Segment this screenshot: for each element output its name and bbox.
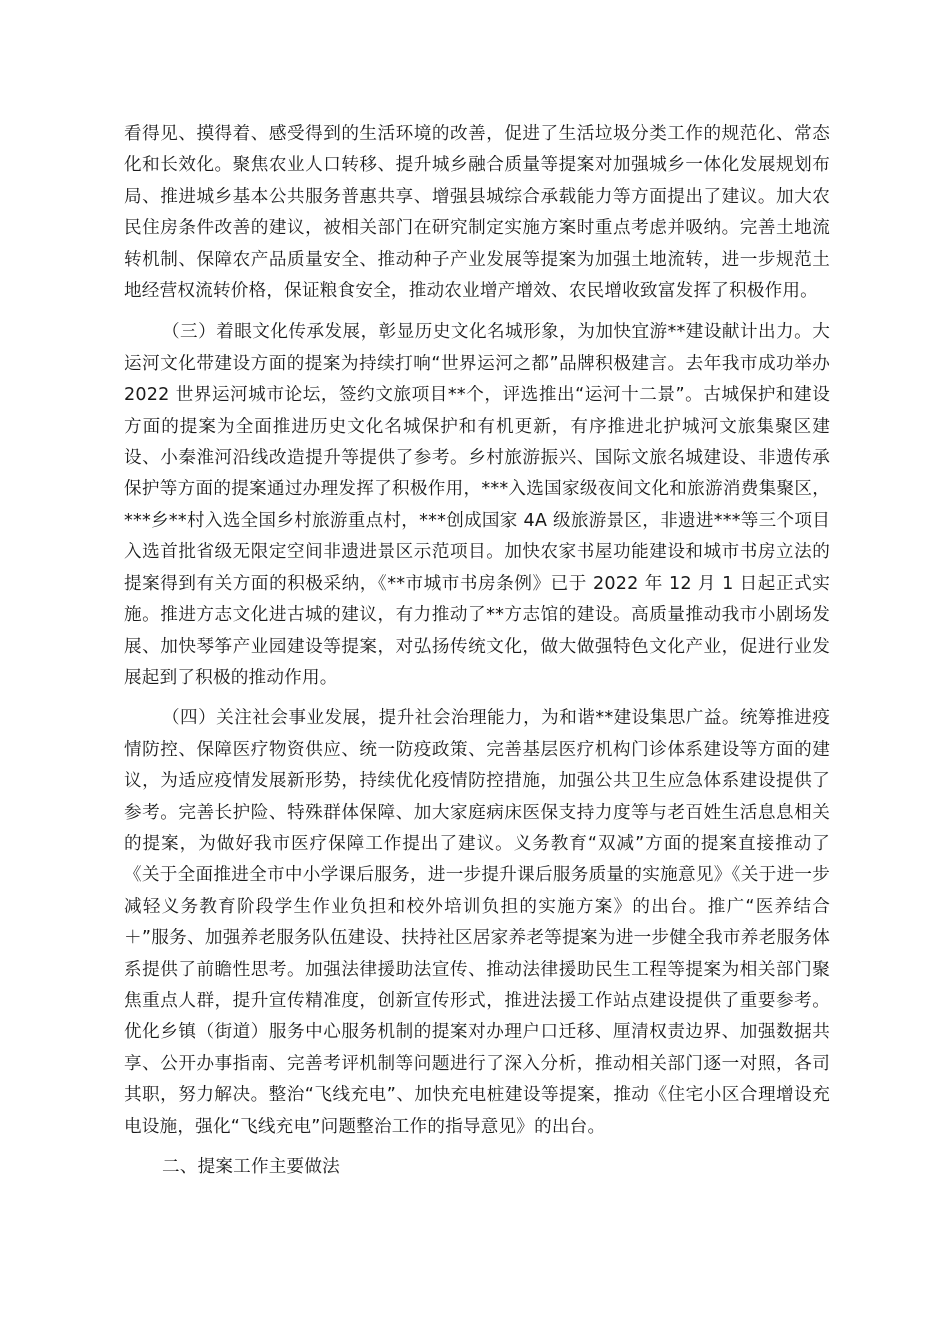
document-body — [124, 119, 830, 1183]
paragraph-rural-revitalization-continued: 看得见、摸得着、感受得到的生活环境的改善，促进了生活垃圾分类工作的规范化、常态化和长效化。聚焦农业人口转移、提升城乡融合质量等提案对加强城乡一体化发展规划布局、推进城乡基本公共服务普惠共享、增强县城综合承载能力等方面提出了建议。加大农民住房条件改善的建议，被相关部门在研究制定实施方案时重点考虑并吸纳。完善土地流转机制、保障农产品质量安全、推动种子产业发展等提案为加强土地流转，进一步规范土地经营权流转价格，保证粮食安全，推动农业增产增效、农民增收致富发挥了积极作用。 — [124, 124, 830, 302]
paragraph-social-affairs: （四）关注社会事业发展，提升社会治理能力，为和谐**建设集思广益。统筹推进疫情防控、保障医疗物资供应、统一防疫政策、完善基层医疗机构门诊体系建设等方面的建议，为适应疫情发展新形势，持续优化疫情防控措施，加强公共卫生应急体系建设提供了参考。完善长护险、特殊群体保障、加大家庭病床医保支持力度等与老百姓生活息息相关的提案，为做好我市医疗保障工作提出了建议。义务教育“双减”方面的提案直接推动了《关于全面推进全市中小学课后服务，进一步提升课后服务质量的实施意见》《关于进一步减轻义务教育阶段学生作业负担和校外培训负担的实施方案》的出台。推广“医养结合＋”服务、加强养老服务队伍建设、扶持社区居家养老等提案为进一步健全我市养老服务体系提供了前瞻性思考。加强法律援助法宣传、推动法律援助民生工程等提案为相关部门聚焦重点人群，提升宣传精准度，创新宣传形式，推进法援工作站点建设提供了重要参考。优化乡镇（街道）服务中心服务机制的提案对办理户口迁移、厘清权责边界、加强数据共享、公开办事指南、完善考评机制等问题进行了深入分析，推动相关部门逐一对照，各司其职，努力解决。整治“飞线充电”、加快充电桩建设等提案，推动《住宅小区合理增设充电设施，强化“飞线充电”问题整治工作的指导意见》的出台。 — [124, 708, 830, 1137]
section-heading: 二、提案工作主要做法 — [162, 1157, 340, 1177]
paragraph-cultural-heritage: （三）着眼文化传承发展，彰显历史文化名城形象，为加快宜游**建设献计出力。大运河文化带建设方面的提案为持续打响“世界运河之都”品牌积极建言。去年我市成功举办 2022 世界运河城市论坛，签约文旅项目**个，评选推出“运河十二景”。古城保护和建设方面的提案为全面推进历史文化名城保护和有机更新，有序推进北护城河文旅集聚区建设、小秦淮河沿线改造提升等提供了参考。乡村旅游振兴、国际文旅名城建设、非遗传承保护等方面的提案通过办理发挥了积极作用，***入选国家级夜间文化和旅游消费集聚区，***乡**村入选全国乡村旅游重点村，***创成国家 4A 级旅游景区，非遗进***等三个项目入选首批省级无限定空间非遗进景区示范项目。加快农家书屋功能建设和城市书房立法的提案得到有关方面的积极采纳，《**市城市书房条例》已于 2022 年 12 月 1 日起正式实施。推进方志文化进古城的建议，有力推动了**方志馆的建设。高质量推动我市小剧场发展、加快琴筝产业园建设等提案，对弘扬传统文化，做大做强特色文化产业，促进行业发展起到了积极的推动作用。 — [124, 322, 830, 688]
